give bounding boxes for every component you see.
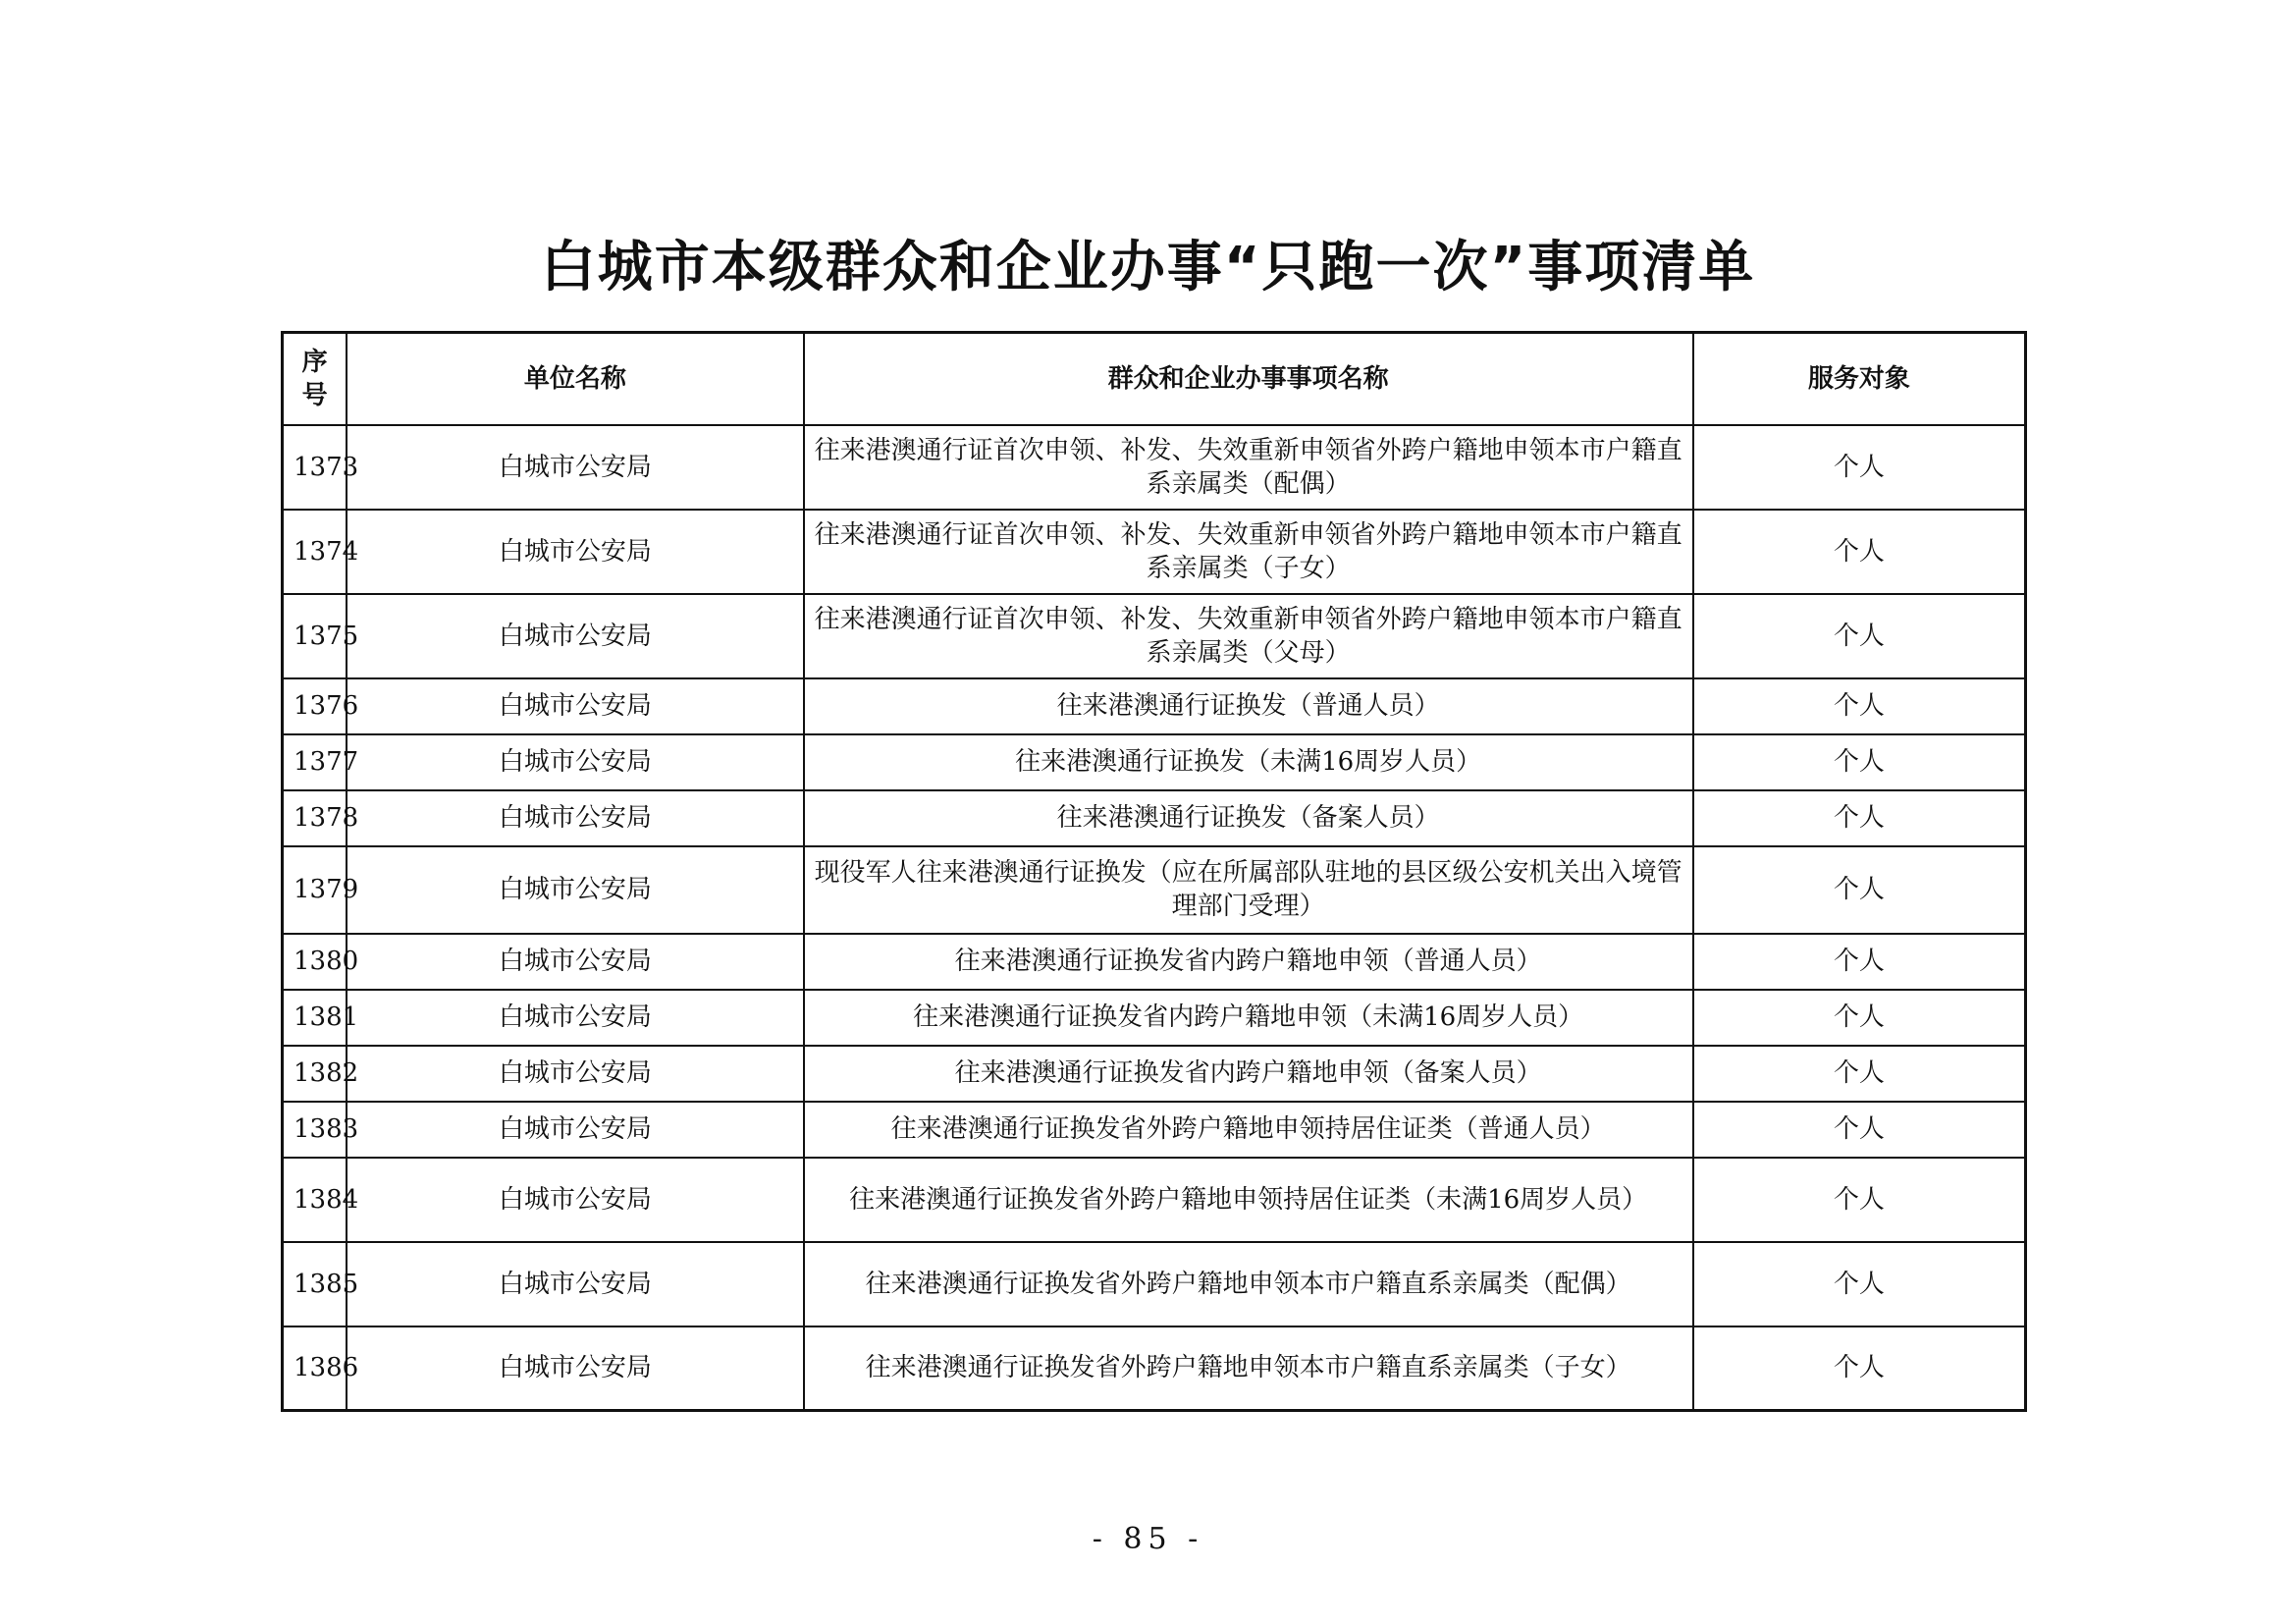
table-row xyxy=(283,1158,2026,1242)
cell-unit: 白城市公安局 xyxy=(347,1158,803,1242)
cell-unit: 白城市公安局 xyxy=(347,934,803,990)
cell-item: 往来港澳通行证首次申领、补发、失效重新申领省外跨户籍地申领本市户籍直系亲属类（父母） xyxy=(804,594,1693,678)
cell-target: 个人 xyxy=(1693,510,2026,594)
cell-item: 现役军人往来港澳通行证换发（应在所属部队驻地的县区级公安机关出入境管理部门受理） xyxy=(804,846,1693,934)
table-row xyxy=(283,734,2026,790)
cell-unit: 白城市公安局 xyxy=(347,425,803,510)
cell-unit: 白城市公安局 xyxy=(347,1326,803,1411)
cell-item: 往来港澳通行证换发省内跨户籍地申领（普通人员） xyxy=(804,934,1693,990)
cell-unit: 白城市公安局 xyxy=(347,1046,803,1102)
table-row xyxy=(283,990,2026,1046)
table-row xyxy=(283,425,2026,510)
cell-index: 1384 xyxy=(283,1158,347,1242)
cell-unit: 白城市公安局 xyxy=(347,594,803,678)
cell-index: 1380 xyxy=(283,934,347,990)
cell-index: 1385 xyxy=(283,1242,347,1326)
cell-item: 往来港澳通行证换发省外跨户籍地申领持居住证类（普通人员） xyxy=(804,1102,1693,1158)
cell-target: 个人 xyxy=(1693,734,2026,790)
cell-index: 1378 xyxy=(283,790,347,846)
cell-target: 个人 xyxy=(1693,594,2026,678)
table-row xyxy=(283,678,2026,734)
table-row xyxy=(283,1046,2026,1102)
table-row xyxy=(283,934,2026,990)
cell-index: 1386 xyxy=(283,1326,347,1411)
cell-target: 个人 xyxy=(1693,990,2026,1046)
cell-unit: 白城市公安局 xyxy=(347,678,803,734)
cell-item: 往来港澳通行证首次申领、补发、失效重新申领省外跨户籍地申领本市户籍直系亲属类（子女） xyxy=(804,510,1693,594)
cell-item: 往来港澳通行证换发（普通人员） xyxy=(804,678,1693,734)
cell-index: 1373 xyxy=(283,425,347,510)
cell-target: 个人 xyxy=(1693,1242,2026,1326)
cell-item: 往来港澳通行证换发省内跨户籍地申领（未满16周岁人员） xyxy=(804,990,1693,1046)
table-body xyxy=(283,425,2026,1411)
cell-target: 个人 xyxy=(1693,1158,2026,1242)
cell-index: 1383 xyxy=(283,1102,347,1158)
cell-unit: 白城市公安局 xyxy=(347,790,803,846)
table-row xyxy=(283,790,2026,846)
cell-index: 1382 xyxy=(283,1046,347,1102)
cell-target: 个人 xyxy=(1693,1046,2026,1102)
cell-index: 1379 xyxy=(283,846,347,934)
cell-item: 往来港澳通行证换发（未满16周岁人员） xyxy=(804,734,1693,790)
cell-item: 往来港澳通行证换发省外跨户籍地申领持居住证类（未满16周岁人员） xyxy=(804,1158,1693,1242)
cell-item: 往来港澳通行证换发省外跨户籍地申领本市户籍直系亲属类（配偶） xyxy=(804,1242,1693,1326)
cell-item: 往来港澳通行证换发省内跨户籍地申领（备案人员） xyxy=(804,1046,1693,1102)
page-title: 白城市本级群众和企业办事“只跑一次”事项清单 xyxy=(540,236,1756,299)
cell-target: 个人 xyxy=(1693,790,2026,846)
cell-unit: 白城市公安局 xyxy=(347,1242,803,1326)
header-index: 序号 xyxy=(283,333,347,425)
cell-item: 往来港澳通行证换发省外跨户籍地申领本市户籍直系亲属类（子女） xyxy=(804,1326,1693,1411)
cell-target: 个人 xyxy=(1693,425,2026,510)
cell-target: 个人 xyxy=(1693,678,2026,734)
table-row xyxy=(283,846,2026,934)
cell-unit: 白城市公安局 xyxy=(347,734,803,790)
cell-index: 1376 xyxy=(283,678,347,734)
cell-target: 个人 xyxy=(1693,1102,2026,1158)
cell-target: 个人 xyxy=(1693,934,2026,990)
cell-unit: 白城市公安局 xyxy=(347,990,803,1046)
table-row xyxy=(283,1242,2026,1326)
header-unit: 单位名称 xyxy=(347,333,803,425)
table-row xyxy=(283,510,2026,594)
cell-unit: 白城市公安局 xyxy=(347,510,803,594)
cell-target: 个人 xyxy=(1693,1326,2026,1411)
cell-unit: 白城市公安局 xyxy=(347,1102,803,1158)
cell-index: 1375 xyxy=(283,594,347,678)
page-number: - 85 - xyxy=(1092,1522,1204,1556)
cell-index: 1377 xyxy=(283,734,347,790)
header-target: 服务对象 xyxy=(1693,333,2026,425)
table-row xyxy=(283,1326,2026,1411)
cell-index: 1381 xyxy=(283,990,347,1046)
header-item: 群众和企业办事事项名称 xyxy=(804,333,1693,425)
cell-item: 往来港澳通行证首次申领、补发、失效重新申领省外跨户籍地申领本市户籍直系亲属类（配偶） xyxy=(804,425,1693,510)
table-row xyxy=(283,594,2026,678)
cell-index: 1374 xyxy=(283,510,347,594)
table-row xyxy=(283,1102,2026,1158)
cell-unit: 白城市公安局 xyxy=(347,846,803,934)
items-table xyxy=(281,331,2027,1412)
cell-target: 个人 xyxy=(1693,846,2026,934)
cell-item: 往来港澳通行证换发（备案人员） xyxy=(804,790,1693,846)
table-header-row xyxy=(283,333,2026,425)
